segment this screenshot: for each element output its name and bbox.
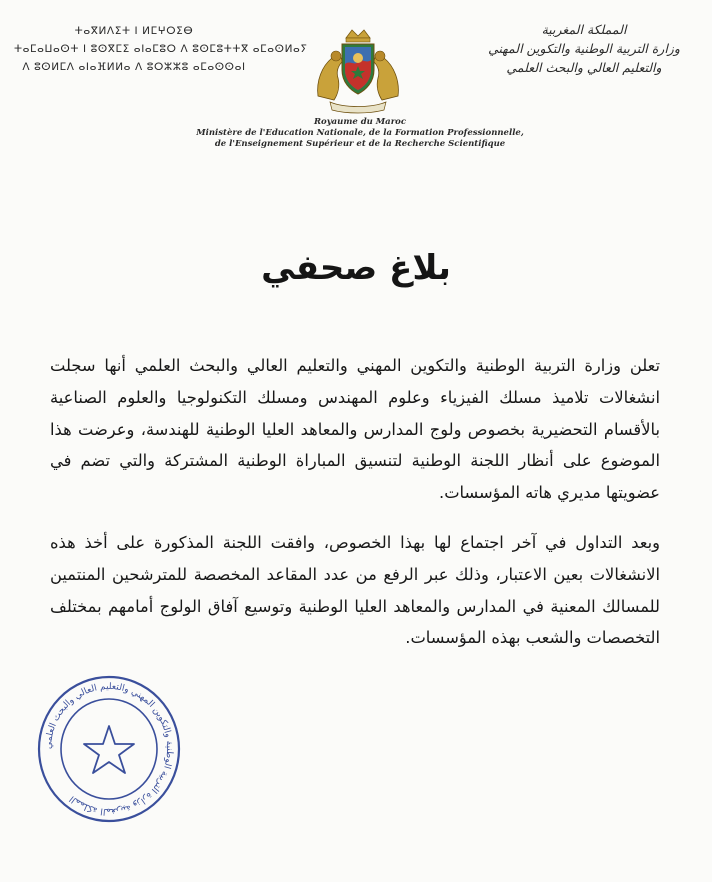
coat-of-arms-emblem	[308, 26, 408, 116]
arabic-line-1: المملكة المغربية	[541, 22, 627, 37]
tifinagh-line-1: ⵜⴰⴳⵍⴷⵉⵜ ⵏ ⵍⵎⵖⵔⵉⴱ	[74, 25, 194, 37]
stamp-ring-text: المملكة المغربية وزارة التربية الوطنية والتكوين المهني والتعليم العالي والبحث العلمي	[43, 681, 175, 817]
arabic-line-2: وزارة التربية الوطنية والتكوين المهني	[488, 41, 680, 56]
official-stamp	[36, 674, 182, 824]
paragraph-1: تعلن وزارة التربية الوطنية والتكوين المهني والتعليم العالي والبحث العلمي أنها سجلت انشغالات تلاميذ مسلك الفيزياء وعلوم المهندس ومسلك التكنولوجيا والعلوم الصناعية بالأقسام التحضيرية بخصوص ولوج المدارس والمعاهد العليا الوطنية للهندسة، وعرضت هذا الموضوع على أنظار اللجنة الوطنية لتنسيق المباراة الوطنية المشتركة والتي تضم في عضويتها مديري هاته المؤسسات.	[50, 356, 660, 503]
tifinagh-header	[14, 22, 308, 76]
document-body	[50, 350, 660, 654]
paragraph-2: وبعد التداول في آخر اجتماع لها بهذا الخصوص، وافقت اللجنة المذكورة على أخذ هذه الانشغالات بعين الاعتبار، وذلك عبر الرفع من عدد المقاعد المخصصة للمترشحين المنتمين للمسالك المعنية في المدارس والمعاهد العليا الوطنية وتوسيع آفاق الولوج أمامهم بمختلف التخصصات والشعب بهذه المؤسسات.	[50, 532, 660, 648]
arabic-line-3: والتعليم العالي والبحث العلمي	[506, 60, 662, 75]
tifinagh-line-2: ⵜⴰⵎⴰⵡⴰⵙⵜ ⵏ ⵓⵙⴳⵎⵉ ⴰⵏⴰⵎⵓⵔ ⴷ ⵓⵙⵎⵓⵜⵜⴳ ⴰⵎⴰⵙⵍⴰⵢ	[14, 43, 308, 55]
french-line-2: Ministère de l'Education Nationale, de la Formation Professionnelle,	[196, 128, 524, 138]
french-header	[190, 117, 530, 150]
french-line-1: Royaume du Maroc	[313, 117, 407, 127]
tifinagh-line-3: ⴷ ⵓⵙⵍⵎⴷ ⴰⵏⴰⴼⵍⵍⴰ ⴷ ⵓⵔⵣⵣⵓ ⴰⵎⴰⵙⵙⴰⵏ	[22, 61, 246, 73]
french-line-3: de l'Enseignement Supérieur et de la Recherche Scientifique	[214, 139, 506, 149]
arabic-header	[484, 20, 684, 77]
star-icon	[84, 726, 134, 773]
document-title: بلاغ صحفي	[261, 248, 451, 288]
